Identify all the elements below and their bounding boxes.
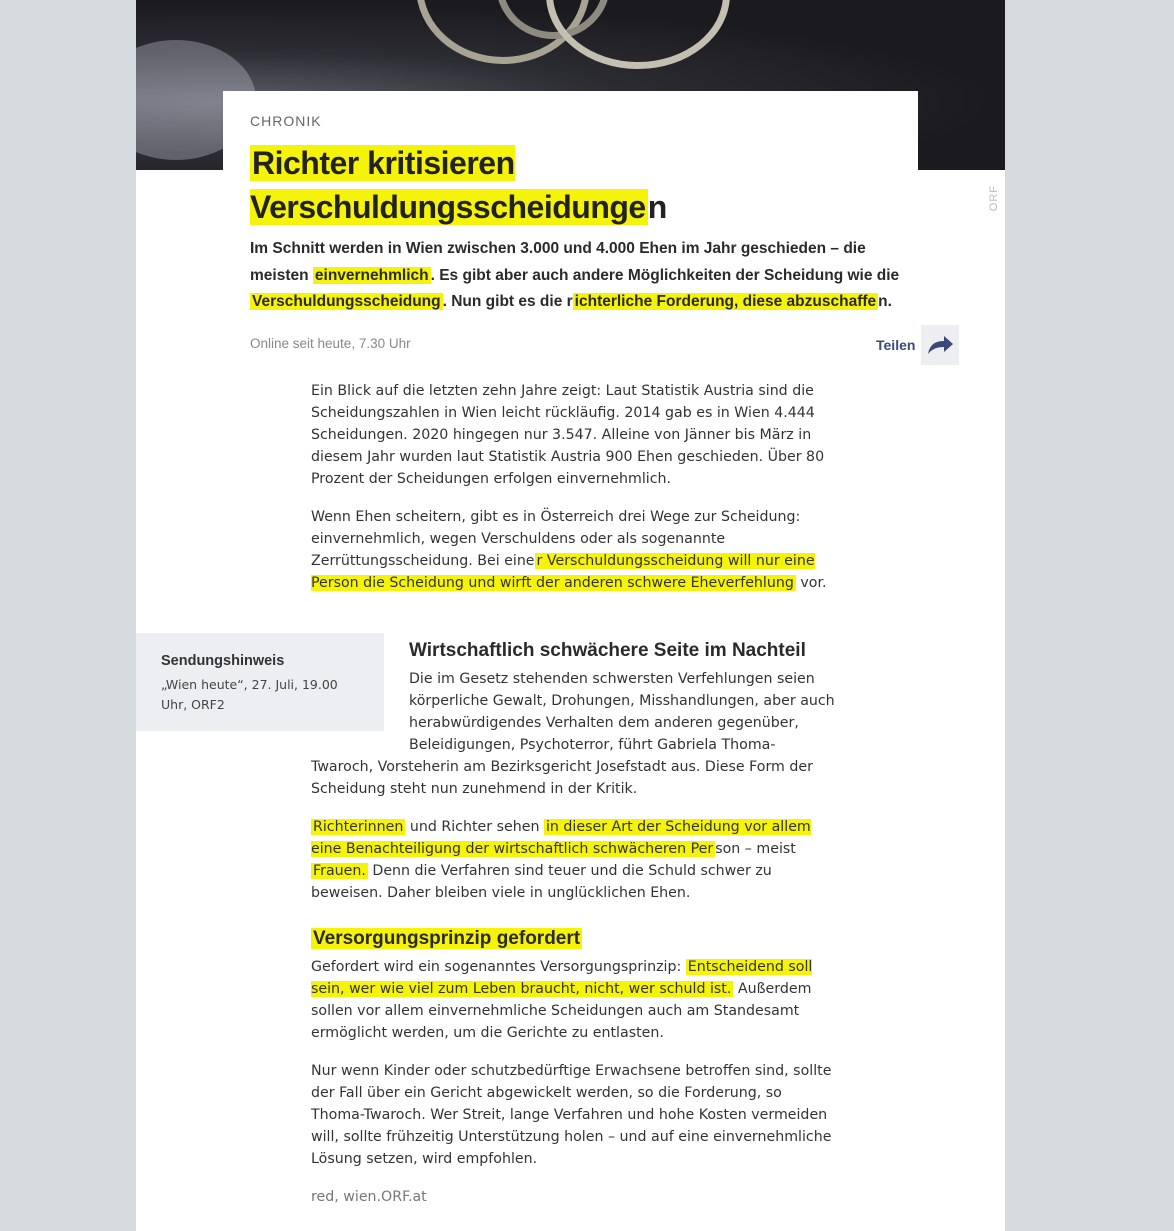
section2-body: [311, 668, 836, 920]
broadcast-notice-text: „Wien heute“, 27. Juli, 19.00 Uhr, ORF2: [161, 677, 338, 712]
highlight: ichterliche Forderung, diese abzuschaffe: [574, 293, 877, 310]
body-paragraph: Ein Blick auf die letzten zehn Jahre zeigt: Laut Statistik Austria sind die Scheidungszahlen in Wien leicht rückläufig. 2014 gab es in Wien 4.444 Scheidungen. 2020 hingegen nur 3.547. Alleine von Jänner bis März in diesem Jahr wurden laut Statistik Austria 900 Ehen geschieden. Über 80 Prozent der Scheidungen erfolgen einvernehmlich.: [311, 383, 825, 487]
body-text: Wenn Ehen scheitern, gibt es in Österreich drei Wege zur Scheidung: einvernehmlich, wegen Verschuldens oder als sogenannte Zerrüttungsscheidung. Bei eine: [311, 509, 801, 569]
body-paragraph: [311, 816, 836, 904]
highlight: Verschuldungsscheidung: [252, 293, 441, 310]
page-title: [250, 141, 910, 229]
body-paragraph: [311, 506, 836, 594]
body-text: son – meist: [715, 841, 796, 857]
publish-time: Online seit heute, 7.30 Uhr: [250, 336, 411, 351]
section-supply-principle: [311, 926, 836, 1224]
body-paragraph: Nur wenn Kinder oder schutzbedürftige Erwachsene betroffen sind, sollte der Fall über ein Gericht abgewickelt werden, so die Forderung, so Thoma-Twaroch. Wer Streit, lange Verfahren und hohe Kosten vermeiden will, sollte frühzeitig Unterstützung holen – und auf eine einvernehmliche Lösung setzen, wird empfohlen.: [311, 1063, 832, 1167]
highlight: Richter kritisieren Verschuldungsscheidunge: [250, 145, 646, 225]
body-paragraph: Die im Gesetz stehenden schwersten Verfehlungen seien körperliche Gewalt, Drohungen, Misshandlungen, aber auch herabwürdigendes Verhalten dem anderen gegenüber, Beleidigungen, Psychoterror, führt Gabriela Thoma-Twaroch, Vorsteherin am Bezirksgericht Josefstadt aus. Diese Form der Scheidung steht nun zunehmend in der Kritik.: [311, 671, 835, 797]
float-spacer: [311, 668, 409, 756]
section-heading: [311, 926, 836, 952]
body-text: und Richter sehen: [405, 819, 544, 835]
body-text: vor.: [795, 575, 827, 591]
lead-paragraph: [250, 236, 900, 316]
article-page: [136, 0, 1005, 1231]
highlight: r Verschuldungsscheidung will nur eine Person die Scheidung und wirft der anderen schwere Eheverfehlung: [311, 553, 815, 591]
image-credit: ORF: [988, 185, 1000, 212]
highlight: in dieser Art der Scheidung vor allem eine Benachteiligung der wirtschaftlich schwächeren Per: [311, 819, 811, 857]
share-button[interactable]: [876, 325, 959, 365]
body-text: Denn die Verfahren sind teuer und die Schuld schwer zu beweisen. Daher bleiben viele in unglücklichen Ehen.: [311, 863, 772, 901]
highlight: Versorgungsprinzip gefordert: [313, 928, 581, 949]
article-body: [311, 380, 836, 610]
body-text: Gefordert wird ein sogenanntes Versorgungsprinzip:: [311, 959, 686, 975]
section-heading: Wirtschaftlich schwächere Seite im Nachteil: [409, 640, 806, 661]
headline-card: [223, 91, 918, 351]
lead-text: n.: [878, 293, 892, 310]
byline: red, wien.ORF.at: [311, 1189, 427, 1205]
highlight: einvernehmlich: [314, 266, 429, 284]
headline-text: n: [647, 189, 667, 225]
lead-text: . Es gibt aber auch andere Möglichkeiten der Scheidung wie die: [430, 266, 900, 284]
lead-text: . Nun gibt es die r: [442, 293, 573, 310]
share-arrow-icon[interactable]: [921, 325, 959, 365]
highlight: Frauen.: [313, 863, 366, 879]
body-paragraph: [311, 956, 836, 1044]
broadcast-notice-title: Sendungshinweis: [161, 653, 285, 669]
category-label: CHRONIK: [250, 113, 322, 129]
highlight: Entscheidend soll sein, wer wie viel zum Leben braucht, nicht, wer schuld ist.: [311, 959, 813, 997]
body-text: Außerdem sollen vor allem einvernehmliche Scheidungen auch am Standesamt ermöglicht werden, um die Gerichte zu entlasten.: [311, 981, 812, 1041]
lead-text: Im Schnitt werden in Wien zwischen 3.000 und 4.000 Ehen im Jahr geschieden – die meisten: [250, 240, 866, 284]
ring-shape: [546, 0, 730, 69]
highlight: Richterinnen: [313, 819, 404, 835]
share-label: Teilen: [876, 337, 916, 353]
